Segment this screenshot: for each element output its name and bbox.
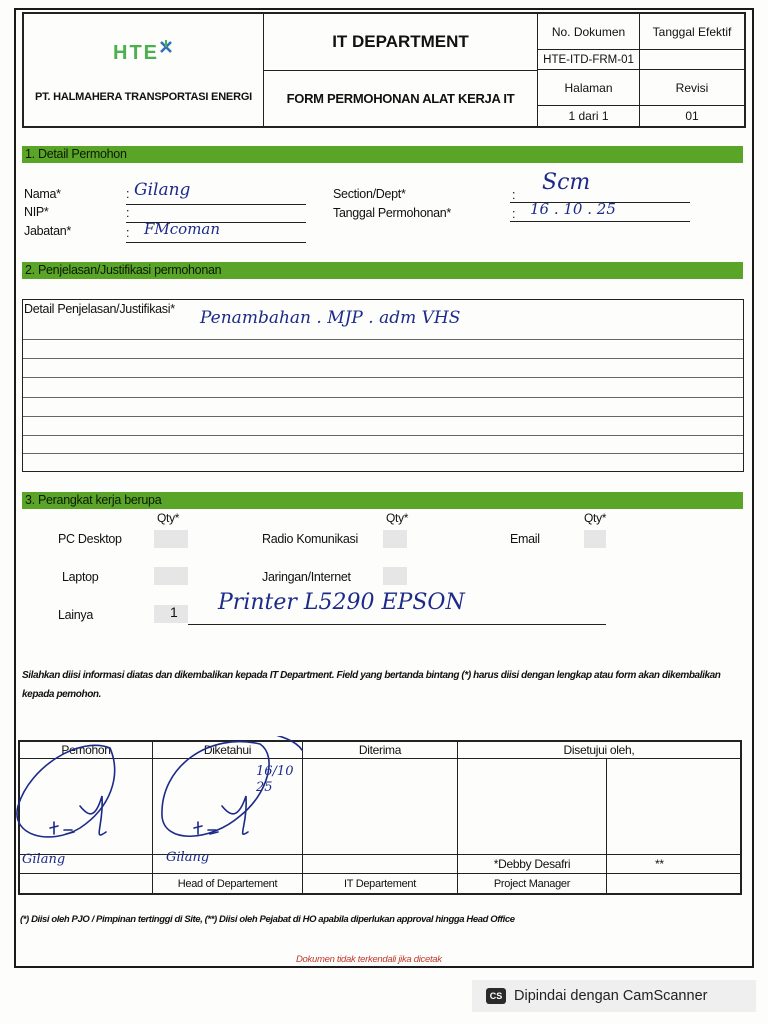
revision-value: 01 <box>639 105 745 127</box>
section-3-header: 3. Perangkat kerja berupa <box>22 492 743 509</box>
ack-role: Head of Departement <box>152 873 303 894</box>
document-header <box>22 12 746 128</box>
justification-value[interactable]: Penambahan . MJP . adm VHS <box>200 308 461 328</box>
justification-label: Detail Penjelasan/Justifikasi* <box>24 302 175 316</box>
company-name: PT. HALMAHERA TRANSPORTASI ENERGI <box>34 90 253 103</box>
applicant-header: Pemohon <box>19 741 153 759</box>
camscanner-text: Dipindai dengan CamScanner <box>514 988 708 1004</box>
other-line <box>188 624 606 625</box>
doc-no-value: HTE-ITD-FRM-01 <box>537 49 640 70</box>
section-dept-value[interactable]: Scm <box>542 170 591 195</box>
uncontrolled-notice: Dokumen tidak terkendali jika dicetak <box>296 954 442 965</box>
section-2-header: 2. Penjelasan/Justifikasi permohonan <box>22 262 743 279</box>
department-title: IT DEPARTMENT <box>263 13 538 71</box>
doc-no-label: No. Dokumen <box>537 13 640 50</box>
request-date-line <box>510 221 690 222</box>
page-label: Halaman <box>537 69 640 106</box>
effective-date-value <box>639 49 745 70</box>
other-value[interactable]: Printer L5290 EPSON <box>218 590 465 615</box>
position-colon: : <box>126 226 130 240</box>
received-role: IT Departement <box>302 873 458 894</box>
ack-header: Diketahui <box>152 741 303 759</box>
qty-label-1: Qty* <box>157 511 180 525</box>
instruction-note: Silahkan diisi informasi diatas dan dikembalikan kepada IT Department. Field yang bertanda bintang (*) harus diisi dengan lengkap atau form akan dikembalikan kepada pemohon. <box>22 670 721 700</box>
network-qty[interactable] <box>383 567 407 585</box>
revision-label: Revisi <box>639 69 745 106</box>
position-value[interactable]: FMcoman <box>144 220 221 238</box>
section-dept-colon: : <box>512 188 516 202</box>
section-dept-label: Section/Dept* <box>333 187 406 201</box>
email-label: Email <box>510 532 540 546</box>
effective-date-label: Tanggal Efektif <box>639 13 745 50</box>
other-qty-value: 1 <box>170 604 178 620</box>
qty-label-2: Qty* <box>386 511 409 525</box>
logo-text: HTE <box>113 41 159 64</box>
radio-label: Radio Komunikasi <box>262 532 358 546</box>
received-header: Diterima <box>302 741 458 759</box>
pc-desktop-label: PC Desktop <box>58 532 122 546</box>
other-label: Lainya <box>58 608 94 622</box>
pm-sign-cell[interactable] <box>457 758 607 855</box>
pm-name: *Debby Desafri <box>457 854 607 874</box>
ho-role <box>606 873 741 894</box>
request-date-value[interactable]: 16 . 10 . 25 <box>530 200 616 218</box>
company-logo <box>113 42 174 65</box>
ack-date: 16/10 25 <box>256 764 294 795</box>
pc-desktop-qty[interactable] <box>154 530 188 548</box>
ho-sign-cell[interactable] <box>606 758 741 855</box>
applicant-role-cell <box>19 873 153 894</box>
name-value[interactable]: Gilang <box>134 180 191 200</box>
page-value: 1 dari 1 <box>537 105 640 127</box>
camscanner-watermark <box>472 980 756 1012</box>
section-1-header: 1. Detail Permohon <box>22 146 743 163</box>
form-title: FORM PERMOHONAN ALAT KERJA IT <box>263 70 538 127</box>
applicant-name: Gilang <box>22 852 66 867</box>
email-qty[interactable] <box>584 530 606 548</box>
name-label: Nama* <box>24 187 61 201</box>
laptop-qty[interactable] <box>154 567 188 585</box>
footnote: (*) Diisi oleh PJO / Pimpinan tertinggi di Site, (**) Diisi oleh Pejabat di HO apabila diperlukan approval hingga Head Office <box>20 914 515 925</box>
approved-header: Disetujui oleh, <box>457 741 741 759</box>
logo-cell <box>23 13 264 127</box>
nip-colon: : <box>126 206 130 220</box>
ho-name: ** <box>606 854 741 874</box>
logo-mark-icon <box>158 39 174 55</box>
nip-label: NIP* <box>24 205 49 219</box>
position-label: Jabatan* <box>24 224 71 238</box>
received-name <box>302 854 458 874</box>
ack-name: Gilang <box>166 850 210 865</box>
qty-label-3: Qty* <box>584 511 607 525</box>
position-line <box>126 242 306 243</box>
name-line <box>126 204 306 205</box>
laptop-label: Laptop <box>62 570 99 584</box>
request-date-label: Tanggal Permohonan* <box>333 206 452 220</box>
pm-role: Project Manager <box>457 873 607 894</box>
camscanner-logo-icon: CS <box>486 988 506 1004</box>
handwritten-signatures <box>10 736 330 856</box>
radio-qty[interactable] <box>383 530 407 548</box>
request-date-colon: : <box>512 207 516 221</box>
network-label: Jaringan/Internet <box>262 570 351 584</box>
name-colon: : <box>126 187 130 201</box>
